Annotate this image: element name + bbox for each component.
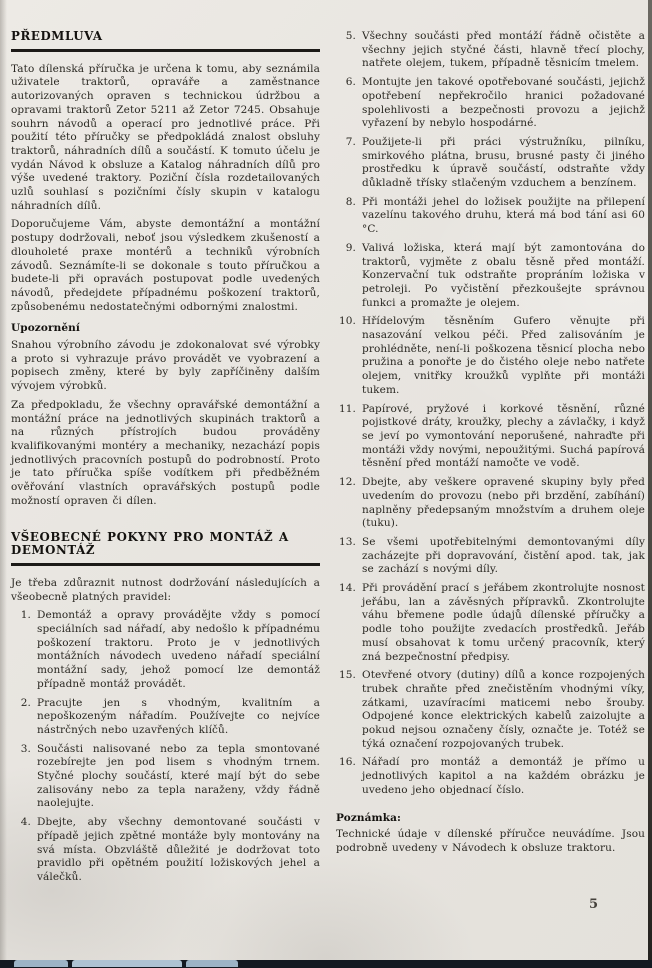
scan-left-edge-shadow: [0, 0, 7, 968]
list-item: [336, 403, 645, 472]
list-item: [11, 609, 320, 691]
item-text: Všechny součásti před montáží řádně očistěte a všechny jejich styčné části, hlavně třecí plochy, natřete olejem, tukem, případně těsnicím tmelem.: [362, 30, 645, 70]
section-heading-predmluva: PŘEDMLUVA: [11, 29, 103, 43]
list-item: [336, 582, 645, 664]
list-item: [336, 76, 645, 131]
heading-rule: [11, 563, 320, 566]
list-item: [336, 669, 645, 751]
list-item: [11, 743, 320, 812]
item-number: 9.: [345, 241, 356, 254]
list-item: [336, 242, 645, 311]
list-item: [336, 315, 645, 397]
item-number: 13.: [339, 535, 356, 548]
page-number: 5: [588, 897, 598, 912]
item-text: Dbejte, aby veškere opravené skupiny byly před uvedením do provozu (nebo při brzdění, zabíhání) naplněny předepsaným množstvím a druhem oleje (tuku).: [362, 476, 645, 530]
scan-artifact-tab: [72, 960, 182, 967]
item-number: 7.: [345, 135, 356, 148]
preface-paragraph: Tato dílenská příručka je určena k tomu, aby seznámila uživatele traktorů, opraváře a zaměstnance autorizovaných opraven s technickou údržbou a opravami traktorů Zetor 5211 až Zetor 7245. Obsahuje souhrn návodů a operací pro jednotlivé práce. Při použití této příručky se předpokládá znalost obsluhy traktorů, náhradních dílů a součástí. K tomuto účelu je vydán Návod k obsluze a Katalog náhradních dílů pro výše uvedené traktory. Poziční čísla rozdetailovaných uzlů souhlasí s pozičními čísly skupin v katalogu náhradních dílů.: [11, 62, 320, 212]
item-number: 10.: [339, 315, 356, 328]
left-column: [11, 30, 320, 890]
item-number: 8.: [345, 195, 356, 208]
list-item: [336, 136, 645, 191]
item-text: Hřídelovým těsněním Gufero věnujte při nasazování velkou péči. Před zalisováním je prohlédněte, není-li poškozena těsnicí plocha nebo pružina a ponořte je do čistého oleje nebo natřete olejem, vnitřky kroužků vyplňte při montáži tukem.: [362, 315, 645, 396]
list-item: [336, 476, 645, 531]
item-number: 6.: [345, 76, 356, 89]
item-number: 12.: [339, 476, 356, 489]
item-text: Valivá ložiska, která mají být zamontována do traktorů, vyjměte z obalu těsně před montáží. Konzervační tuk odstraňte propráním ložiska v petroleji. Po vyčistění přezkoušejte správnou funkci a promažte je olejem.: [362, 241, 645, 309]
item-text: Použijete-li při práci výstružníku, pilníku, smirkového plátna, brusu, brusné pasty či jiného prostředku k úpravě součástí, odstraňte vždy důkladně třísky stlačeným vzduchem a benzínem.: [362, 135, 645, 190]
note-paragraph: Technické údaje v dílenské příručce neuvádíme. Jsou podrobně uvedeny v Návodech k obsluze traktoru.: [336, 828, 645, 854]
item-text: Nářadí pro montáž a demontáž je přímo u jednotlivých kapitol a na každém obrázku je uvedeno jeho objednací číslo.: [362, 756, 645, 796]
list-item: [11, 816, 320, 885]
item-text: Při montáži jehel do ložisek použijte na přilepení vazelínu takového druhu, která má bod tání asi 60 °C.: [362, 195, 645, 236]
item-text: Otevřené otvory (dutiny) dílů a konce rozpojených trubek chraňte před znečistěním vhodnými víky, zátkami, uzavíracími maticemi nebo šrouby. Odpojené konce elektrických kabelů zaizolujte a pokud nejsou označeny čísly, označte je. Totéž se týká označení rozpojovaných trubek.: [362, 669, 645, 750]
heading-rule: [11, 49, 320, 52]
scan-bottom-bar: [0, 960, 652, 968]
item-text: Papírové, pryžové i korkové těsnění, různé pojistkové dráty, kroužky, plechy a závlačky, i když se jeví po vymontování neporušené, nahraďte při montáži vždy novými, nepoužitými. Suchá papírová těsnění před montáží namočte ve vodě.: [362, 402, 645, 470]
list-item: [11, 697, 320, 738]
item-text: Součásti nalisované nebo za tepla smontované rozebírejte jen pod lisem s vhodným trnem. Styčné plochy součástí, které mají být do sebe zalisovány nebo za tepla naraženy, vždy řádně naolejujte.: [37, 742, 320, 810]
item-number: 14.: [339, 582, 356, 595]
scan-right-edge-line: [648, 0, 652, 968]
general-intro: Je třeba zdůraznit nutnost dodržování následujících a všeobecně platných pravidel:: [11, 576, 320, 603]
item-number: 1.: [20, 609, 31, 622]
subheading-upozorneni: Upozornění: [11, 322, 80, 335]
scan-artifact-tab: [186, 960, 238, 967]
item-number: 15.: [339, 669, 356, 682]
list-item: [336, 536, 645, 577]
item-number: 5.: [345, 30, 356, 42]
item-number: 16.: [339, 756, 356, 769]
scan-artifact-tab: [14, 960, 68, 967]
notice-paragraph: Snahou výrobního závodu je zdokonalovat své výrobky a proto si vyhrazuje právo provádět ve vyobrazení a popisech změny, které by byly zapříčiněny dalším vývojem výrobků.: [11, 339, 320, 393]
item-text: Se všemi upotřebitelnými demontovanými díly zacházejte při dopravování, čistění apod. tak, jak se zachází s novými díly.: [362, 535, 645, 576]
item-text: Pracujte jen s vhodným, kvalitním a nepoškozeným nářadím. Používejte co nejvíce nástrčných nebo uzavřených klíčů.: [37, 696, 320, 736]
preface-paragraph: Doporučujeme Vám, abyste demontážní a montážní postupy dodržovali, neboť jsou výsledkem zkušeností a dlouholeté praxe montérů a techniků výrobních závodů. Seznámíte-li se dokonale s touto příručkou a budete-li při opravách postupovat podle uvedených návodů, předejdete případnému poškození traktorů, způsobenému nedostatečnými odbornými znalostmi.: [11, 218, 320, 313]
item-text: Montujte jen takové opotřebované součásti, jejichž opotřebení nepřekročilo hranici požadované spolehlivosti a bezpečnosti provozu a jejichž vyřazení by nebylo hospodárné.: [362, 76, 645, 130]
item-text: Dbejte, aby všechny demontované součásti v případě jejich zpětné montáže byly montovány na svá místa. Obzvláště důležité je dodržovat toto pravidlo při opětném použití ložiskových jehel a válečků.: [37, 816, 320, 883]
right-column: [336, 30, 645, 861]
item-number: 3.: [20, 742, 31, 755]
notice-paragraph: Za předpokladu, že všechny opravářské demontážní a montážní práce na jednotlivých skupinách traktorů a na různých přístrojích budou prováděny kvalifikovanými montéry a mechaniky, nezachází popis jednotlivých pracovních postupů do podrobností. Proto je tato příručka spíše vodítkem při předběžném ověřování vlastních opravářských postupů podle možností opraven či dílen.: [11, 398, 320, 507]
item-number: 4.: [20, 816, 31, 829]
item-text: Při provádění prací s jeřábem zkontrolujte nosnost jeřábu, lan a závěsných přípravků. Zkontrolujte váhu břemene podle údajů dílenské příručky a podle toho použijte zvedacích prostředků. Jeřáb musí obsahovat k tomu určený pracovník, který zná bezpečnostní předpisy.: [362, 582, 645, 663]
item-text: Demontáž a opravy provádějte vždy s pomocí speciálních sad nářadí, aby nedošlo k případnému poškození traktoru. Proto je v jednotlivých montážních návodech uvedeno nářadí speciální montážní sady, jehož pomocí lze demontáž případně montáž provádět.: [37, 609, 320, 690]
section-heading-vseobecne-pokyny: VŠEOBECNÉ POKYNY PRO MONTÁŽ A DEMONTÁŽ: [11, 529, 289, 558]
list-item: [336, 30, 645, 71]
list-item: [336, 756, 645, 797]
note-section: [336, 812, 645, 856]
note-heading: Poznámka:: [336, 811, 401, 824]
item-number: 2.: [20, 696, 31, 709]
list-item: [336, 196, 645, 237]
item-number: 11.: [339, 402, 356, 415]
